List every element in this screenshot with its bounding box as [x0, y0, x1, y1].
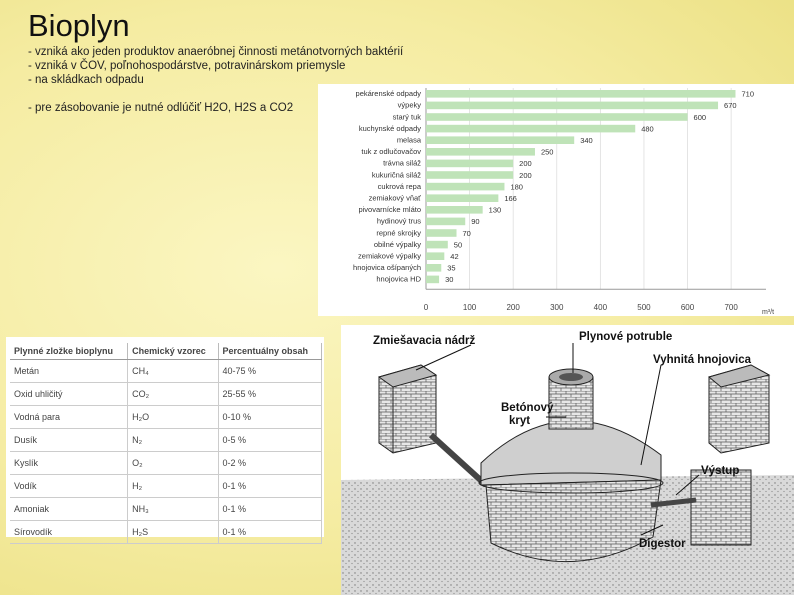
- table-cell: 40-75 %: [218, 360, 321, 383]
- bar: [426, 160, 513, 168]
- value-label: 200: [519, 170, 532, 180]
- table-row: [10, 475, 322, 498]
- table-cell: H₂: [128, 475, 218, 498]
- mixing-tank-shape: [379, 365, 436, 453]
- table-row: [10, 452, 322, 475]
- label-digestor: Digestor: [639, 538, 686, 550]
- category-label: trávna siláž: [383, 158, 421, 168]
- bullet-item: - na skládkach odpadu: [28, 74, 144, 86]
- table-cell: CH₄: [128, 360, 218, 383]
- digestor-diagram: [341, 325, 794, 595]
- category-label: zemiakové výpalky: [358, 251, 421, 261]
- table-cell: 0-1 %: [218, 498, 321, 521]
- x-tick-label: 600: [680, 303, 695, 312]
- bar: [426, 194, 498, 202]
- x-tick-label: 300: [550, 303, 564, 312]
- value-label: 670: [724, 101, 737, 111]
- value-label: 42: [450, 252, 459, 261]
- x-tick-label: 0: [423, 303, 429, 312]
- category-label: hnojovica ošípaných: [353, 263, 421, 273]
- slide-title: Bioplyn: [28, 8, 130, 43]
- bar: [426, 125, 635, 133]
- table-cell: Metán: [10, 360, 128, 383]
- category-label: pekárenské odpady: [355, 89, 421, 99]
- bar: [426, 229, 457, 237]
- gas-pipe-column: [549, 369, 593, 429]
- table-cell: Dusík: [10, 429, 128, 452]
- composition-table-panel: [6, 337, 324, 537]
- table-cell: O₂: [128, 452, 218, 475]
- table-header-row: [10, 343, 322, 360]
- value-label: 166: [504, 194, 517, 203]
- bar: [426, 90, 735, 98]
- category-label: zemiakový vňať: [368, 193, 421, 203]
- label-outlet: Výstup: [701, 465, 740, 477]
- value-label: 250: [540, 147, 554, 157]
- category-label: výpeky: [397, 100, 421, 110]
- category-label: pivovarnícke mláto: [358, 205, 421, 215]
- bar: [426, 206, 483, 214]
- table-cell: Vodík: [10, 475, 128, 498]
- table-cell: N₂: [128, 429, 218, 452]
- bar: [426, 276, 439, 284]
- table-cell: 25-55 %: [218, 383, 321, 406]
- value-label: 180: [510, 182, 523, 192]
- bullet-note: - pre zásobovanie je nutné odlúčiť H2O, H2S a CO2: [28, 102, 294, 114]
- table-cell: 0-5 %: [218, 429, 321, 452]
- biogas-yield-chart: [318, 84, 794, 316]
- composition-table: [10, 343, 322, 544]
- category-label: kuchynské odpady: [358, 123, 421, 133]
- table-row: [10, 521, 322, 544]
- inlet-pipe: [431, 435, 486, 485]
- label-concrete-cover: Betónový kryt: [501, 402, 554, 427]
- value-label: 35: [447, 263, 456, 273]
- label-mixing-tank: Zmiešavacia nádrž: [373, 335, 476, 347]
- value-label: 70: [462, 228, 471, 238]
- table-cell: NH₃: [128, 498, 218, 521]
- table-cell: 0-1 %: [218, 475, 321, 498]
- value-label: 340: [580, 136, 593, 145]
- bar: [426, 252, 444, 260]
- x-tick-label: 700: [724, 303, 738, 312]
- x-tick-label: 400: [593, 303, 608, 312]
- value-label: 710: [741, 89, 755, 99]
- bar: [426, 171, 513, 179]
- bar: [426, 148, 535, 156]
- label-manure: Vyhnitá hnojovica: [653, 354, 751, 366]
- value-label: 480: [641, 124, 654, 134]
- value-label: 130: [488, 205, 502, 215]
- value-label: 200: [519, 159, 532, 169]
- bullet-item: - vzniká v ČOV, poľnohospodárstve, potravinárskom priemysle: [28, 60, 346, 72]
- category-label: repné skrojky: [376, 228, 421, 238]
- x-tick-label: 100: [462, 303, 477, 312]
- bar-chart-svg: [318, 84, 794, 316]
- value-label: 50: [453, 240, 463, 250]
- value-label: 600: [693, 112, 707, 122]
- category-label: tuk z odlučovačov: [361, 147, 421, 157]
- label-gas-pipes: Plynové potruble: [579, 331, 673, 343]
- x-tick-label: 500: [637, 303, 651, 312]
- table-row: [10, 360, 322, 383]
- value-label: 30: [445, 275, 454, 285]
- table-row: [10, 383, 322, 406]
- table-cell: Oxid uhličitý: [10, 383, 128, 406]
- table-row: [10, 406, 322, 429]
- bar: [426, 113, 688, 121]
- table-cell: Kyslík: [10, 452, 128, 475]
- table-header: Plynné zložke bioplynu: [10, 343, 128, 360]
- category-label: cukrová repa: [377, 181, 421, 191]
- category-label: kukuričná siláž: [371, 170, 421, 180]
- table-cell: 0-1 %: [218, 521, 321, 544]
- x-tick-label: 200: [506, 303, 520, 312]
- x-unit-label: m³/t: [761, 309, 775, 316]
- category-label: melasa: [396, 135, 421, 145]
- bar: [426, 241, 448, 249]
- table-cell: CO₂: [128, 383, 218, 406]
- table-cell: 0-2 %: [218, 452, 321, 475]
- bar: [426, 183, 504, 191]
- digestor-illustration: [341, 325, 794, 595]
- table-header: Percentuálny obsah: [218, 343, 321, 360]
- bar: [426, 264, 441, 272]
- bar: [426, 102, 718, 110]
- table-cell: Amoniak: [10, 498, 128, 521]
- category-label: hnojovica HD: [376, 274, 421, 284]
- category-label: hydinový trus: [376, 216, 421, 226]
- category-label: obilné výpalky: [373, 239, 421, 249]
- table-cell: 0-10 %: [218, 406, 321, 429]
- table-cell: H₂S: [128, 521, 218, 544]
- bar: [426, 136, 574, 144]
- value-label: 90: [471, 217, 480, 227]
- table-header: Chemický vzorec: [128, 343, 218, 360]
- bullet-item: - vzniká ako jeden produktov anaeróbnej činnosti metánotvorných baktérií: [28, 46, 404, 58]
- table-cell: Sírovodík: [10, 521, 128, 544]
- leader-line: [416, 345, 471, 370]
- category-label: starý tuk: [392, 112, 421, 122]
- table-cell: H₂O: [128, 406, 218, 429]
- bar: [426, 218, 465, 226]
- digester-dome: [479, 421, 663, 562]
- table-row: [10, 498, 322, 521]
- table-row: [10, 429, 322, 452]
- table-cell: Vodná para: [10, 406, 128, 429]
